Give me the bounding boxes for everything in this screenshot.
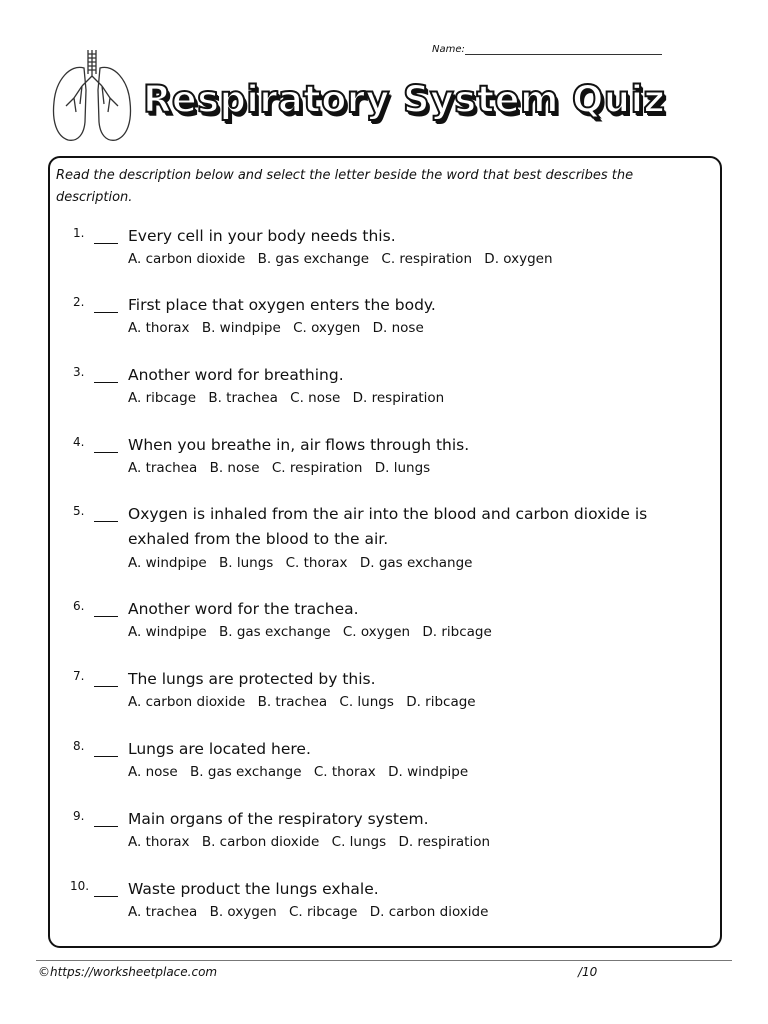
choice-c: C. oxygen	[342, 624, 411, 640]
question-prompt: Waste product the lungs exhale.	[128, 880, 379, 898]
question-prompt: The lungs are protected by this.	[128, 670, 376, 688]
question-number: 9.	[73, 809, 85, 823]
choice-a: A. trachea	[128, 460, 198, 476]
question-number: 8.	[73, 739, 85, 753]
page-title: Respiratory System Quiz	[143, 78, 666, 121]
answer-choices	[128, 251, 561, 267]
score-field[interactable]: /10	[578, 965, 598, 979]
choice-d: D. ribcage	[422, 624, 492, 640]
answer-choices	[128, 460, 438, 476]
choice-a: A. thorax	[128, 834, 190, 850]
choice-b: B. oxygen	[209, 904, 277, 920]
choice-c: C. lungs	[339, 694, 394, 710]
answer-choices	[128, 764, 476, 780]
answer-choices	[128, 390, 452, 406]
choice-b: B. gas exchange	[219, 624, 331, 640]
choice-a: A. windpipe	[128, 555, 207, 571]
choice-b: B. nose	[209, 460, 260, 476]
name-label: Name:	[432, 44, 465, 55]
question-number: 5.	[73, 504, 85, 518]
choice-b: B. lungs	[219, 555, 274, 571]
choice-d: D. nose	[372, 320, 424, 336]
question-number: 4.	[73, 435, 85, 449]
question-number: 2.	[73, 295, 85, 309]
choice-b: B. trachea	[257, 694, 328, 710]
choice-d: D. respiration	[352, 390, 445, 406]
choice-a: A. ribcage	[128, 390, 197, 406]
answer-blank[interactable]	[94, 452, 118, 453]
choice-d: D. respiration	[398, 834, 491, 850]
choice-b: B. trachea	[208, 390, 278, 406]
choice-a: A. carbon dioxide	[128, 251, 246, 267]
choice-b: B. carbon dioxide	[201, 834, 320, 850]
answer-blank[interactable]	[94, 826, 118, 827]
choice-a: A. nose	[128, 764, 178, 780]
choice-d: D. gas exchange	[359, 555, 473, 571]
name-line[interactable]	[465, 54, 662, 55]
question-number: 6.	[73, 599, 85, 613]
answer-choices	[128, 694, 484, 710]
footer-divider	[36, 960, 732, 961]
choice-d: D. windpipe	[388, 764, 469, 780]
choice-d: D. oxygen	[484, 251, 553, 267]
choice-a: A. trachea	[128, 904, 198, 920]
answer-choices	[128, 904, 496, 920]
lungs-icon	[46, 46, 138, 144]
question-prompt: Another word for breathing.	[128, 366, 344, 384]
answer-choices	[128, 834, 498, 850]
choice-c: C. oxygen	[293, 320, 361, 336]
answer-blank[interactable]	[94, 382, 118, 383]
question-prompt: Every cell in your body needs this.	[128, 227, 396, 245]
question-prompt: Oxygen is inhaled from the air into the blood and carbon dioxide is exhaled from the blood to the air.	[128, 505, 648, 548]
answer-choices	[128, 624, 500, 640]
choice-d: D. carbon dioxide	[369, 904, 489, 920]
choice-a: A. carbon dioxide	[128, 694, 246, 710]
choice-c: C. thorax	[285, 555, 348, 571]
question-number: 1.	[73, 226, 85, 240]
answer-choices	[128, 320, 432, 336]
footer-source: ©https://worksheetplace.com	[38, 965, 218, 979]
answer-blank[interactable]	[94, 243, 118, 244]
choice-a: A. windpipe	[128, 624, 207, 640]
answer-choices	[128, 555, 481, 571]
choice-c: C. thorax	[313, 764, 376, 780]
question-prompt: Another word for the trachea.	[128, 600, 359, 618]
choice-b: B. gas exchange	[190, 764, 302, 780]
answer-blank[interactable]	[94, 521, 118, 522]
choice-b: B. gas exchange	[257, 251, 370, 267]
answer-blank[interactable]	[94, 616, 118, 617]
question-prompt: Lungs are located here.	[128, 740, 311, 758]
choice-c: C. respiration	[381, 251, 472, 267]
answer-blank[interactable]	[94, 756, 118, 757]
choice-b: B. windpipe	[201, 320, 281, 336]
answer-blank[interactable]	[94, 896, 118, 897]
question-prompt: When you breathe in, air flows through this.	[128, 436, 470, 454]
choice-d: D. lungs	[374, 460, 431, 476]
choice-c: C. nose	[290, 390, 341, 406]
question-number: 3.	[73, 365, 85, 379]
choice-c: C. respiration	[271, 460, 363, 476]
choice-d: D. ribcage	[406, 694, 476, 710]
question-prompt: First place that oxygen enters the body.	[128, 296, 436, 314]
question-number: 10.	[70, 879, 90, 893]
question-number: 7.	[73, 669, 85, 683]
answer-blank[interactable]	[94, 686, 118, 687]
answer-blank[interactable]	[94, 312, 118, 313]
quiz-box	[48, 156, 722, 948]
name-field[interactable]	[432, 44, 662, 55]
choice-a: A. thorax	[128, 320, 190, 336]
instructions: Read the description below and select the letter beside the word that best describes the description.	[56, 168, 634, 205]
choice-c: C. ribcage	[288, 904, 358, 920]
choice-c: C. lungs	[331, 834, 387, 850]
question-prompt: Main organs of the respiratory system.	[128, 810, 429, 828]
